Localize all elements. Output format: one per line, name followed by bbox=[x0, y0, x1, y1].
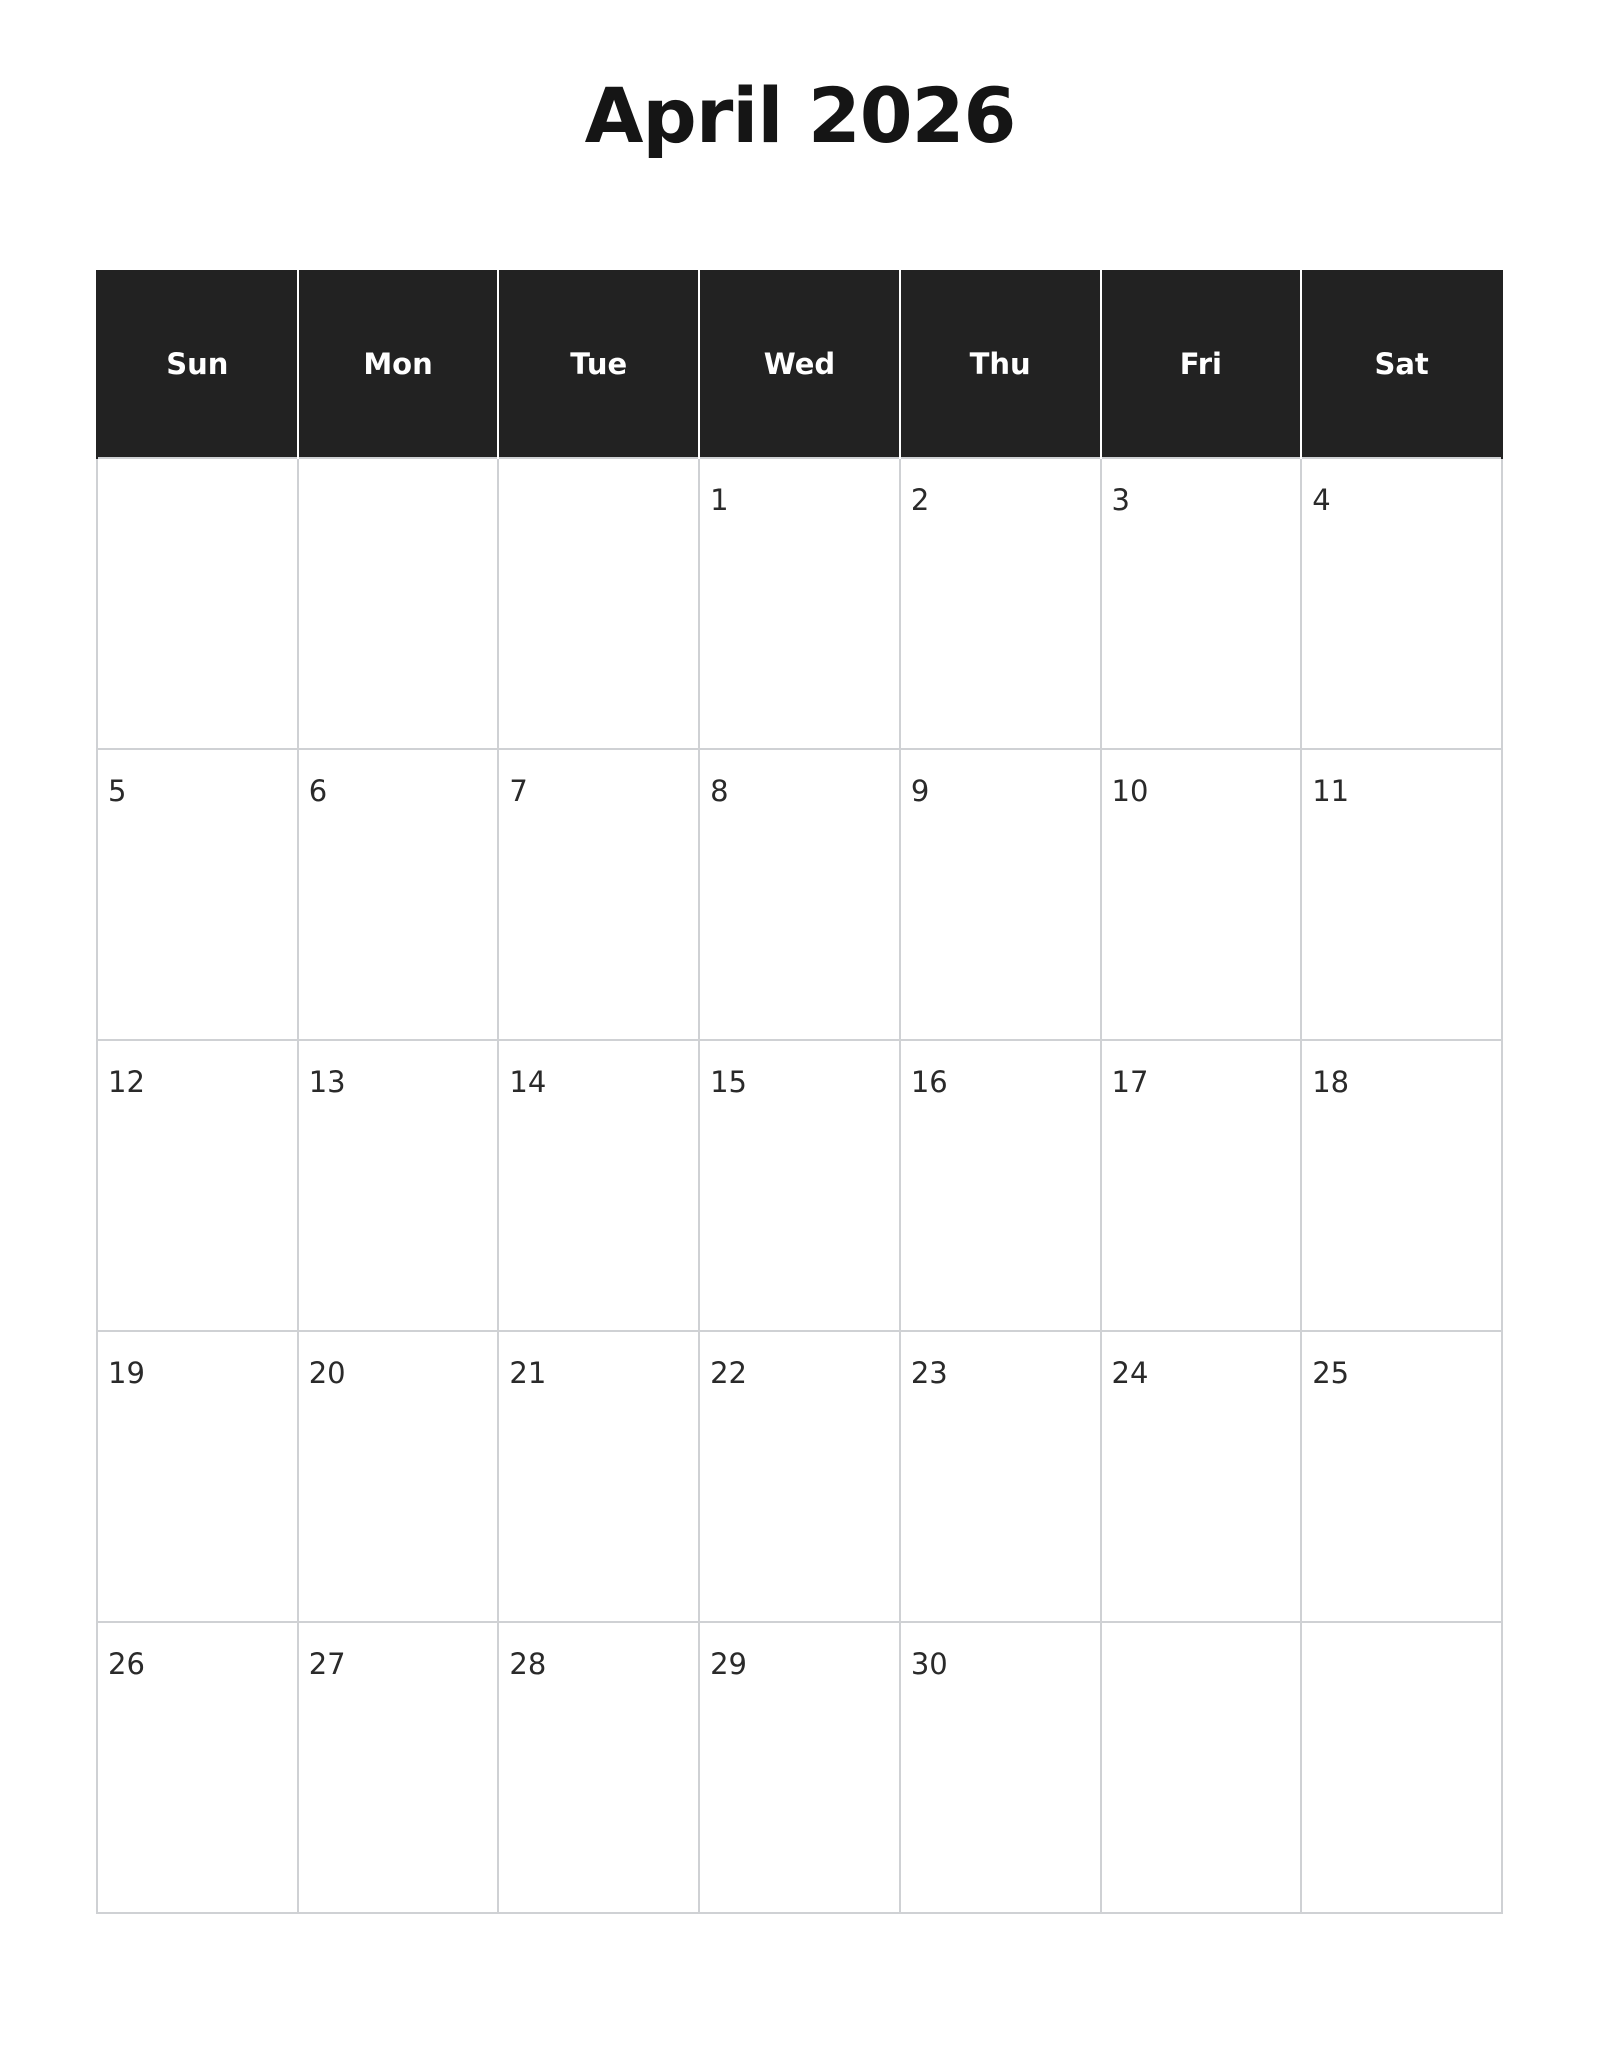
day-cell bbox=[298, 749, 499, 1040]
day-cell bbox=[1101, 458, 1302, 749]
day-cell bbox=[1301, 749, 1502, 1040]
day-cell bbox=[1101, 1040, 1302, 1331]
weekday-header-tue: Tue bbox=[498, 270, 699, 458]
weekday-header-wed: Wed bbox=[699, 270, 900, 458]
weekday-header-row bbox=[97, 270, 1502, 458]
day-number: 29 bbox=[710, 1647, 748, 1681]
day-number bbox=[98, 459, 297, 483]
day-cell bbox=[498, 1622, 699, 1913]
day-cell bbox=[498, 458, 699, 749]
day-cell bbox=[298, 458, 499, 749]
month-grid bbox=[96, 270, 1503, 1914]
weekday-header-fri: Fri bbox=[1101, 270, 1302, 458]
day-cell bbox=[699, 458, 900, 749]
day-cell bbox=[699, 1040, 900, 1331]
day-number: 26 bbox=[108, 1647, 145, 1681]
day-number: 28 bbox=[509, 1647, 547, 1681]
day-cell bbox=[699, 1622, 900, 1913]
day-cell bbox=[498, 1331, 699, 1622]
week-row bbox=[97, 749, 1502, 1040]
day-cell bbox=[699, 1331, 900, 1622]
day-cell bbox=[900, 1331, 1101, 1622]
day-cell bbox=[97, 458, 298, 749]
day-number: 10 bbox=[1111, 774, 1149, 808]
day-number: 1 bbox=[710, 483, 729, 517]
day-cell bbox=[1301, 1040, 1502, 1331]
day-cell bbox=[900, 1040, 1101, 1331]
day-cell bbox=[900, 749, 1101, 1040]
day-number: 25 bbox=[1312, 1356, 1350, 1390]
day-number: 9 bbox=[910, 774, 930, 808]
day-number: 7 bbox=[509, 774, 528, 808]
weekday-header-sat: Sat bbox=[1301, 270, 1502, 458]
day-cell bbox=[1101, 1331, 1302, 1622]
day-number bbox=[1302, 1623, 1501, 1647]
day-cell bbox=[298, 1040, 499, 1331]
day-cell bbox=[900, 1622, 1101, 1913]
day-cell bbox=[1301, 1331, 1502, 1622]
day-number: 18 bbox=[1312, 1065, 1350, 1099]
day-number: 11 bbox=[1312, 774, 1350, 808]
day-number: 8 bbox=[710, 774, 729, 808]
day-number: 22 bbox=[710, 1356, 748, 1390]
day-number bbox=[1102, 1623, 1301, 1647]
day-number: 4 bbox=[1312, 483, 1331, 517]
day-number: 27 bbox=[308, 1647, 346, 1681]
day-number: 16 bbox=[910, 1065, 948, 1099]
day-cell bbox=[97, 1040, 298, 1331]
day-number: 17 bbox=[1111, 1065, 1149, 1099]
day-number: 21 bbox=[509, 1356, 547, 1390]
day-cell bbox=[900, 458, 1101, 749]
day-number: 14 bbox=[509, 1065, 547, 1099]
day-cell bbox=[97, 1331, 298, 1622]
day-cell bbox=[498, 1040, 699, 1331]
week-row bbox=[97, 1622, 1502, 1913]
day-number: 30 bbox=[910, 1647, 948, 1681]
day-cell bbox=[97, 1622, 298, 1913]
day-number: 23 bbox=[910, 1356, 948, 1390]
day-cell bbox=[1101, 1622, 1302, 1913]
day-number bbox=[299, 459, 498, 483]
weekday-header-thu: Thu bbox=[900, 270, 1101, 458]
day-number: 15 bbox=[710, 1065, 748, 1099]
day-cell bbox=[1101, 749, 1302, 1040]
day-cell bbox=[699, 749, 900, 1040]
week-row bbox=[97, 1331, 1502, 1622]
weekday-header-sun: Sun bbox=[97, 270, 298, 458]
day-cell bbox=[498, 749, 699, 1040]
day-cell bbox=[1301, 458, 1502, 749]
day-number bbox=[499, 459, 698, 483]
day-cell bbox=[298, 1331, 499, 1622]
week-row bbox=[97, 458, 1502, 749]
day-cell bbox=[97, 749, 298, 1040]
day-number: 24 bbox=[1111, 1356, 1149, 1390]
day-number: 3 bbox=[1111, 483, 1130, 517]
day-number: 5 bbox=[108, 774, 127, 808]
day-number: 20 bbox=[308, 1356, 346, 1390]
day-cell bbox=[1301, 1622, 1502, 1913]
day-number: 6 bbox=[308, 774, 328, 808]
week-row bbox=[97, 1040, 1502, 1331]
day-number: 13 bbox=[308, 1065, 346, 1099]
page-title: April 2026 bbox=[584, 71, 1016, 160]
day-cell bbox=[298, 1622, 499, 1913]
day-number: 19 bbox=[108, 1356, 145, 1390]
day-number: 12 bbox=[108, 1065, 145, 1099]
weekday-header-mon: Mon bbox=[298, 270, 499, 458]
day-number: 2 bbox=[910, 483, 930, 517]
